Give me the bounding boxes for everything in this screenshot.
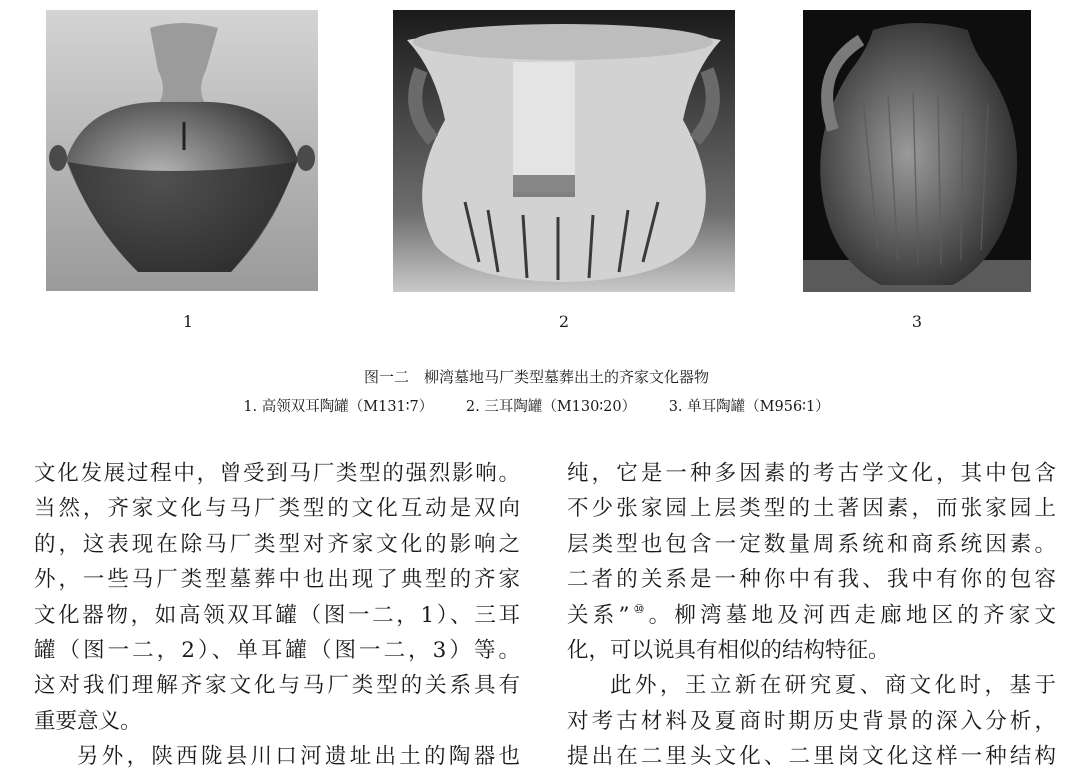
paragraph-line: 二者的关系是一种你中有我、我中有你的包容 <box>567 567 1056 593</box>
paragraph-line: 当然，齐家文化与马厂类型的文化互动是双向 <box>34 496 520 522</box>
figure-caption-items <box>0 395 1073 416</box>
paragraph-line: 层类型也包含一定数量周系统和商系统因素。 <box>567 531 1056 557</box>
photo-single-handled-jar <box>803 10 1031 292</box>
paragraph-line: 罐（图一二，2）、单耳罐（图一二，3）等。 <box>34 637 520 663</box>
paragraph-line: 此外，王立新在研究夏、商文化时，基于 <box>610 673 1056 699</box>
text-fragment: 关系” <box>567 602 630 628</box>
right-text-column <box>567 456 1056 775</box>
figure-number-3: 3 <box>911 312 923 331</box>
paragraph-line: 文化器物，如高领双耳罐（图一二，1）、三耳 <box>34 602 520 628</box>
photo-three-handled-jar <box>393 10 735 292</box>
paragraph-line: 化，可以说具有相似的结构特征。 <box>567 637 890 663</box>
photo-high-collar-jar <box>46 10 318 291</box>
caption-item-2: 2. 三耳陶罐（M130∶20） <box>465 399 637 415</box>
figure-number-1: 1 <box>182 312 194 331</box>
text-fragment: 。柳湾墓地及河西走廊地区的齐家文 <box>648 602 1056 628</box>
paragraph-line: 提出在二里头文化、二里岗文化这样一种结构 <box>567 744 1056 770</box>
paragraph-line: 另外，陕西陇县川口河遗址出土的陶器也 <box>77 744 520 770</box>
paragraph-line: 外，一些马厂类型墓葬中也出现了典型的齐家 <box>34 567 520 593</box>
paragraph-line: 文化发展过程中，曾受到马厂类型的强烈影响。 <box>34 461 520 486</box>
paragraph-line: 对考古材料及夏商时期历史背景的深入分析， <box>567 708 1056 734</box>
paragraph-line-with-footnote <box>567 598 1056 633</box>
paragraph-line: 重要意义。 <box>34 708 142 734</box>
footnote-ref[interactable]: ⑩ <box>629 601 649 616</box>
caption-item-1: 1. 高领双耳陶罐（M131∶7） <box>243 399 434 415</box>
figure-caption-title: 图一二 柳湾墓地马厂类型墓葬出土的齐家文化器物 <box>363 368 709 386</box>
paragraph-line: 不少张家园上层类型的土著因素，而张家园上 <box>567 496 1056 522</box>
paragraph-line: 这对我们理解齐家文化与马厂类型的关系具有 <box>34 673 520 699</box>
left-text-column <box>34 456 520 775</box>
paragraph-line: 的，这表现在除马厂类型对齐家文化的影响之 <box>34 531 520 557</box>
paragraph-line: 纯，它是一种多因素的考古学文化，其中包含 <box>567 461 1056 486</box>
caption-item-3: 3. 单耳陶罐（M956∶1） <box>668 399 830 415</box>
figure-number-2: 2 <box>558 312 570 331</box>
